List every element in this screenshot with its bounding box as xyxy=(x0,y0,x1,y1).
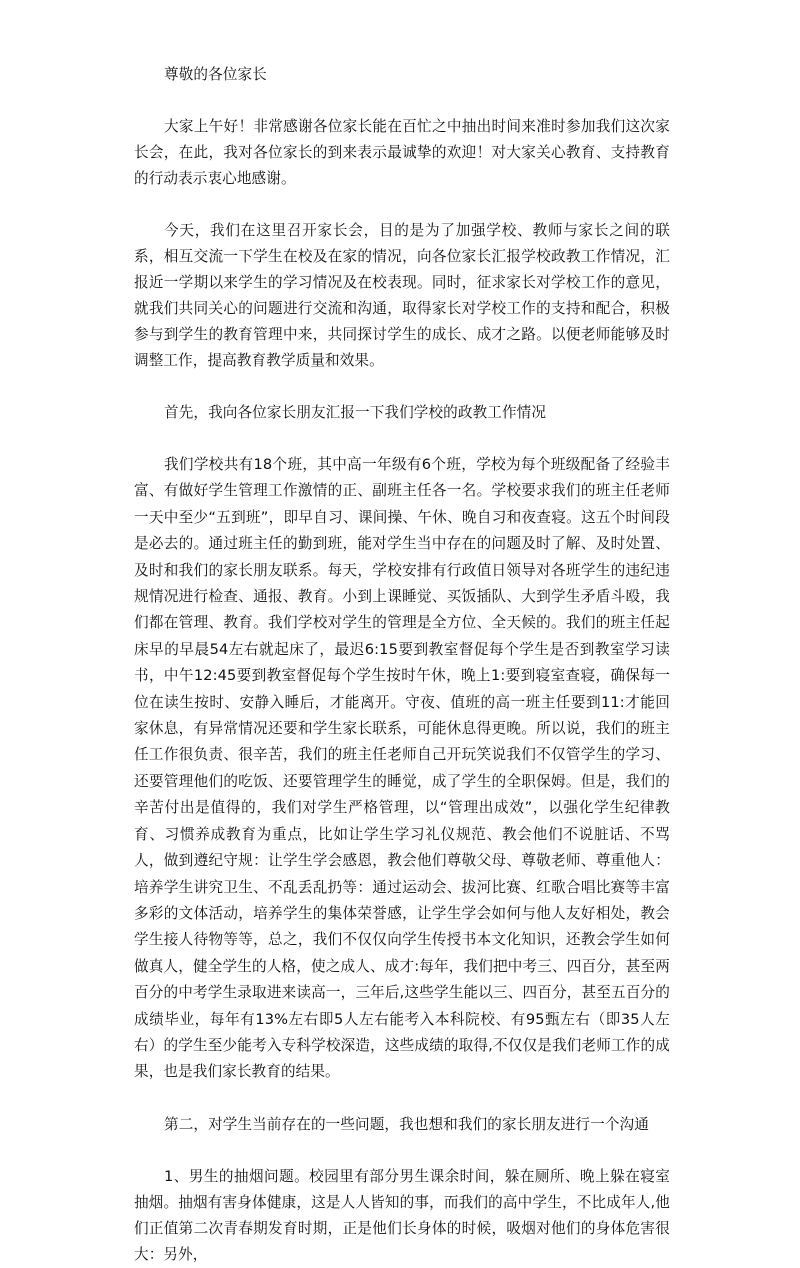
paragraph-gap xyxy=(134,374,670,400)
paragraph-smoking-issue: 1、男生的抽烟问题。校园里有部分男生课余时间，躲在厕所、晚上躲在寝室抽烟。抽烟有害身体健康，这是人人皆知的事，而我们的高中学生，不比成年人,他们正值第二次青春期发育时期，正是他们长身体的时候，吸烟对他们的身体危害很大：另外， xyxy=(134,1167,670,1263)
paragraph-gap xyxy=(134,1138,670,1164)
paragraph-gap xyxy=(134,88,670,114)
salutation: 尊敬的各位家长 xyxy=(164,66,267,83)
paragraph-gap xyxy=(134,426,670,452)
paragraph-gap xyxy=(134,1086,670,1112)
paragraph-school-management: 我们学校共有18个班，其中高一年级有6个班，学校为每个班级配备了经验丰富、有做好学生管理工作激情的正、副班主任各一名。学校要求我们的班主任老师一天中至少“五到班”，即早自习、课间操、午休、晚自习和夜查寝。这五个时间段是必去的。通过班主任的勤到班，能对学生当中存在的问题及时了解、及时处置、及时和我们的家长朋友联系。每天，学校安排有行政值日领导对各班学生的违纪违规情况进行检查、通报、教育。小到上课睡觉、买饭插队、大到学生矛盾斗殴，我们都在管理、教育。我们学校对学生的管理是全方位、全天候的。我们的班主任起床早的早晨54左右就起床了，最迟6:15要到教室督促每个学生是否到教室学习读书，中午12:45要到教室督促每个学生按时午休，晚上1:要到寝室查寝，确保每一位在读生按时、安静入睡后，才能离开。守夜、值班的高一班主任要到11:才能回家休息，有异常情况还要和学生家长联系，可能休息得更晚。所以说，我们的班主任工作很负责、很辛苦，我们的班主任老师自己开玩笑说我们不仅管学生的学习、还要管理他们的吃饭、还要管理学生的睡觉，成了学生的全职保姆。但是，我们的辛苦付出是值得的，我们对学生严格管理，以“管理出成效”，以强化学生纪律教育、习惯养成教育为重点，比如让学生学习礼仪规范、教会他们不说脏话、不骂人，做到遵纪守规：让学生学会感恩，教会他们尊敬父母、尊敬老师、尊重他人：培养学生讲究卫生、不乱丢乱扔等：通过运动会、拔河比赛、红歌合唱比赛等丰富多彩的文体活动，培养学生的集体荣誉感，让学生学会如何与他人友好相处，教会学生接人待物等等，总之，我们不仅仅向学生传授书本文化知识，还教会学生如何做真人，健全学生的人格，使之成人、成才:每年，我们把中考三、四百分，甚至两百分的中考学生录取进来读高一，三年后,这些学生能以三、四百分，甚至五百分的成绩毕业，每年有13%左右即5人左右能考入本科院校、有95甄左右（即35人左右）的学生至少能考入专科学校深造，这些成绩的取得,不仅仅是我们老师工作的成果，也是我们家长教育的结果。 xyxy=(134,456,670,1081)
paragraph-purpose: 今天，我们在这里召开家长会，目的是为了加强学校、教师与家长之间的联系，相互交流一下学生在校及在家的情况，向各位家长汇报学校政教工作情况，汇报近一学期以来学生的学习情况及在校表现。同时，征求家长对学校工作的意见，就我们共同关心的问题进行交流和沟通，取得家长对学校工作的支持和配合，积极参与到学生的教育管理中来，共同探讨学生的成长、成才之路。以便老师能够及时调整工作，提高教育教学质量和效果。 xyxy=(134,222,670,369)
letter-page xyxy=(134,62,670,1268)
paragraph-greeting: 大家上午好！非常感谢各位家长能在百忙之中抽出时间来准时参加我们这次家长会，在此，我对各位家长的到来表示最诚挚的欢迎！对大家关心教育、支持教育的行动表示衷心地感谢。 xyxy=(134,118,670,187)
section-heading-first: 首先，我向各位家长朋友汇报一下我们学校的政教工作情况 xyxy=(164,404,547,421)
section-heading-second: 第二，对学生当前存在的一些问题，我也想和我们的家长朋友进行一个沟通 xyxy=(164,1115,649,1133)
paragraph-gap xyxy=(134,192,670,218)
